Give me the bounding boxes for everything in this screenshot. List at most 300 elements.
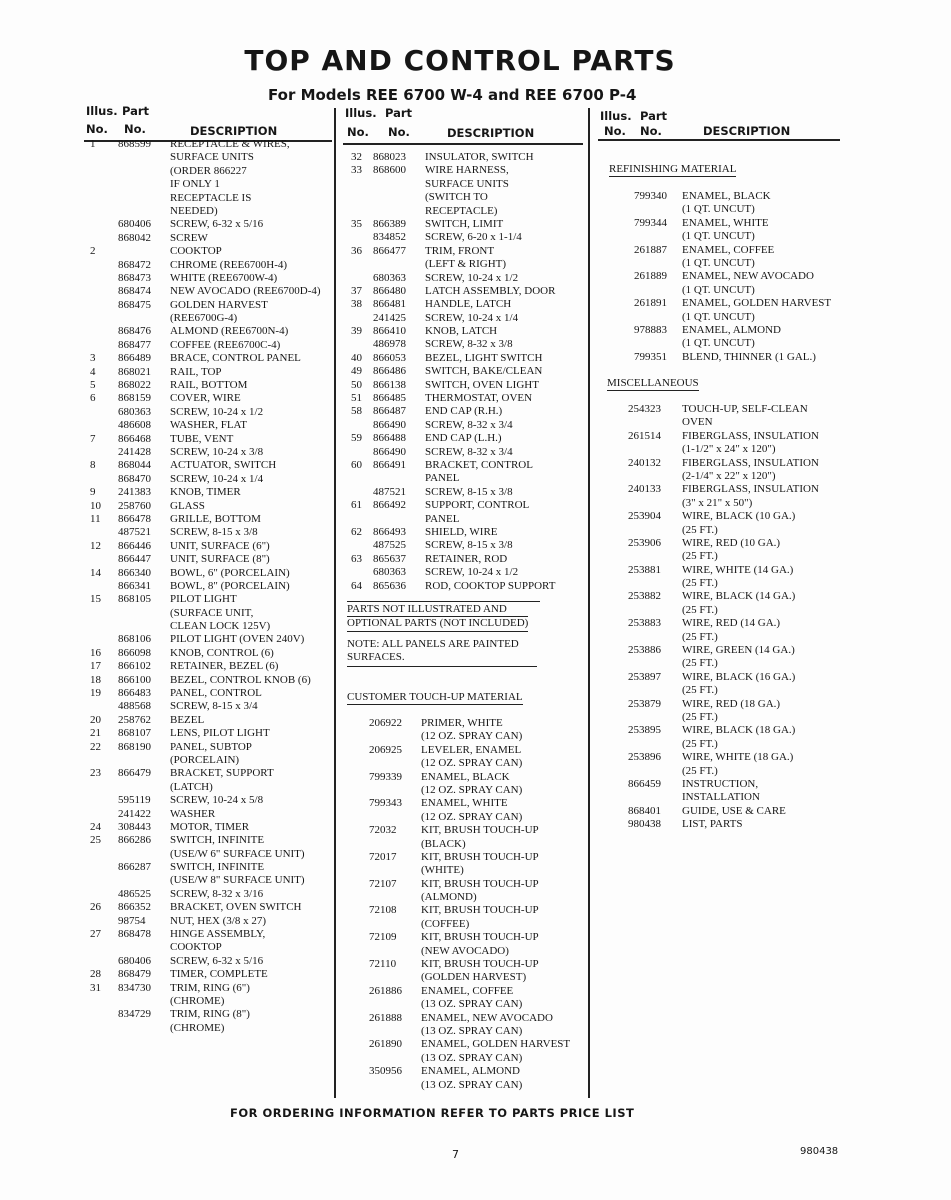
- refinishing-heading: REFINISHING MATERIAL: [609, 163, 736, 177]
- parts-row: [343, 245, 588, 258]
- parts-row: [84, 633, 334, 646]
- parts-row: [598, 403, 848, 416]
- parts-row: [84, 205, 334, 218]
- part-description: SWITCH, LIMIT: [425, 217, 504, 230]
- part-number: 866410: [373, 325, 406, 338]
- part-number: 799339: [369, 770, 402, 783]
- parts-row: [84, 446, 334, 459]
- part-description: ENAMEL, WHITE: [682, 216, 769, 229]
- part-description: BEZEL, LIGHT SWITCH: [425, 351, 543, 364]
- part-description: KIT, BRUSH TOUCH-UP: [421, 877, 539, 890]
- part-number: 253881: [628, 563, 661, 576]
- part-description: (USE/W 8" SURFACE UNIT): [170, 874, 305, 887]
- part-number: 868044: [118, 459, 151, 472]
- part-number: 866483: [118, 687, 151, 700]
- parts-row: [84, 727, 334, 740]
- part-description: FIBERGLASS, INSULATION: [682, 483, 819, 496]
- part-number: 799351: [634, 350, 667, 363]
- part-number: 868478: [118, 928, 151, 941]
- parts-row: [343, 904, 588, 917]
- illus-number: 25: [90, 834, 101, 847]
- section-rule: [347, 601, 540, 602]
- part-description: SWITCH, OVEN LIGHT: [425, 378, 539, 391]
- part-description: LATCH ASSEMBLY, DOOR: [425, 284, 556, 297]
- illus-number: 64: [351, 579, 362, 592]
- part-description: GRILLE, BOTTOM: [170, 512, 261, 525]
- part-number: 866138: [373, 378, 406, 391]
- part-number: 866446: [118, 539, 151, 552]
- part-description: FIBERGLASS, INSULATION: [682, 456, 819, 469]
- part-number: 866488: [373, 432, 406, 445]
- part-number: 866352: [118, 901, 151, 914]
- parts-row: [343, 891, 588, 904]
- parts-column-2: [343, 151, 588, 593]
- parts-row: [598, 631, 848, 644]
- not-illustrated-line: PARTS NOT ILLUSTRATED AND: [347, 603, 528, 617]
- touchup-heading: CUSTOMER TOUCH-UP MATERIAL: [347, 691, 523, 705]
- part-description: RAIL, TOP: [170, 365, 222, 378]
- part-description: SCREW, 6-20 x 1-1/4: [425, 231, 522, 244]
- parts-row: [343, 824, 588, 837]
- part-description: TRIM, FRONT: [425, 244, 495, 257]
- part-description: ENAMEL, BLACK: [682, 190, 771, 202]
- part-number: 868474: [118, 285, 151, 298]
- part-description: (25 FT.): [682, 710, 718, 723]
- parts-row: [343, 797, 588, 810]
- part-number: 866341: [118, 579, 151, 592]
- part-description: (BLACK): [421, 837, 466, 850]
- parts-row: [343, 392, 588, 405]
- part-description: COVER, WIRE: [170, 392, 241, 405]
- parts-row: [84, 540, 334, 553]
- parts-row: [598, 698, 848, 711]
- part-number: 866478: [118, 512, 151, 525]
- parts-row: [598, 818, 848, 831]
- parts-row: [84, 1008, 334, 1021]
- part-description: ENAMEL, COFFEE: [682, 243, 775, 256]
- parts-row: [598, 416, 848, 429]
- header-no: No.: [124, 122, 146, 136]
- illus-number: 17: [90, 660, 101, 673]
- header-description: DESCRIPTION: [703, 124, 791, 138]
- part-description: RETAINER, ROD: [425, 552, 508, 565]
- part-number: 261514: [628, 429, 661, 442]
- part-description: PANEL, SUBTOP: [170, 740, 252, 753]
- parts-row: [343, 499, 588, 512]
- part-number: 866480: [373, 284, 406, 297]
- part-number: 868401: [628, 804, 661, 817]
- part-number: 866100: [118, 673, 151, 686]
- part-description: SCREW, 8-15 x 3/8: [170, 526, 258, 539]
- part-number: 72107: [369, 877, 397, 890]
- part-number: 868022: [118, 379, 151, 392]
- part-number: 868023: [373, 151, 406, 163]
- part-number: 866286: [118, 834, 151, 847]
- header-illus: Illus.: [86, 104, 118, 118]
- parts-row: [343, 218, 588, 231]
- parts-row: [598, 751, 848, 764]
- part-number: 866493: [373, 525, 406, 538]
- illus-number: 26: [90, 901, 101, 914]
- illus-number: 59: [351, 432, 362, 445]
- parts-row: [343, 231, 588, 244]
- part-description: (25 FT.): [682, 577, 718, 590]
- parts-row: [343, 205, 588, 218]
- parts-row: [84, 433, 334, 446]
- part-number: 866479: [118, 767, 151, 780]
- parts-row: [343, 566, 588, 579]
- part-number: 486525: [118, 887, 151, 900]
- part-number: 799344: [634, 216, 667, 229]
- part-description: ENAMEL, ALMOND: [421, 1065, 520, 1078]
- parts-row: [84, 674, 334, 687]
- illus-number: 49: [351, 365, 362, 378]
- part-description: SCREW: [170, 231, 208, 244]
- parts-row: [598, 778, 848, 791]
- part-description: (13 OZ. SPRAY CAN): [421, 1078, 523, 1091]
- parts-row: [598, 617, 848, 630]
- part-description: SURFACE UNITS: [425, 177, 509, 190]
- illus-number: 63: [351, 552, 362, 565]
- parts-row: [598, 311, 848, 324]
- header-rule: [598, 139, 840, 141]
- part-description: (ORDER 866227: [170, 164, 247, 177]
- parts-row: [84, 272, 334, 285]
- part-number: 241422: [118, 807, 151, 820]
- part-description: KNOB, LATCH: [425, 325, 498, 338]
- part-number: 261886: [369, 984, 402, 997]
- part-description: ENAMEL, NEW AVOCADO: [682, 270, 814, 283]
- part-number: 866486: [373, 365, 406, 378]
- part-description: TOUCH-UP, SELF-CLEAN: [682, 403, 808, 415]
- part-description: END CAP (R.H.): [425, 405, 503, 418]
- parts-row: [84, 620, 334, 633]
- part-description: (13 OZ. SPRAY CAN): [421, 998, 523, 1011]
- illus-number: 32: [351, 151, 362, 163]
- part-description: MOTOR, TIMER: [170, 820, 250, 833]
- illus-number: 37: [351, 284, 362, 297]
- illus-number: 23: [90, 767, 101, 780]
- part-description: KIT, BRUSH TOUCH-UP: [421, 958, 539, 971]
- part-number: 261888: [369, 1011, 402, 1024]
- parts-row: [84, 901, 334, 914]
- part-description: SCREW, 10-24 x 1/4: [425, 311, 519, 324]
- part-description: PANEL: [425, 512, 460, 525]
- parts-row: [84, 607, 334, 620]
- part-description: (1 QT. UNCUT): [682, 310, 755, 323]
- parts-row: [343, 580, 588, 593]
- part-number: 241425: [373, 311, 406, 324]
- part-description: (1 QT. UNCUT): [682, 203, 755, 216]
- parts-row: [343, 151, 588, 164]
- part-description: CHROME (REE6700H-4): [170, 258, 288, 271]
- part-number: 866491: [373, 458, 406, 471]
- parts-row: [343, 811, 588, 824]
- part-number: 868159: [118, 392, 151, 405]
- illus-number: 22: [90, 740, 101, 753]
- part-description: SWITCH, BAKE/CLEAN: [425, 365, 543, 378]
- part-description: NEEDED): [170, 204, 218, 217]
- part-number: 866340: [118, 566, 151, 579]
- part-number: 866492: [373, 499, 406, 512]
- part-description: (GOLDEN HARVEST): [421, 971, 527, 984]
- part-description: SCREW, 8-32 x 3/4: [425, 418, 513, 431]
- parts-row: [84, 982, 334, 995]
- part-description: (25 FT.): [682, 657, 718, 670]
- part-number: 866490: [373, 445, 406, 458]
- parts-row: [343, 717, 588, 730]
- part-description: (25 FT.): [682, 630, 718, 643]
- header-rule: [343, 143, 583, 145]
- part-description: (1 QT. UNCUT): [682, 256, 755, 269]
- parts-row: [84, 874, 334, 887]
- parts-row: [343, 730, 588, 743]
- part-number: 866098: [118, 646, 151, 659]
- part-description: (1-1/2" x 24" x 120"): [682, 443, 776, 456]
- part-description: TRIM, RING (8"): [170, 1008, 250, 1021]
- parts-row: [84, 1022, 334, 1035]
- illus-number: 8: [90, 459, 96, 472]
- part-number: 72109: [369, 931, 397, 944]
- parts-row: [84, 513, 334, 526]
- illus-number: 40: [351, 351, 362, 364]
- part-description: LIST, PARTS: [682, 818, 743, 831]
- parts-row: [343, 272, 588, 285]
- header-illus: Illus.: [345, 106, 377, 120]
- parts-row: [84, 754, 334, 767]
- part-number: 868105: [118, 593, 151, 606]
- parts-row: [343, 526, 588, 539]
- parts-row: [598, 537, 848, 550]
- part-number: 680406: [118, 218, 151, 231]
- parts-row: [598, 604, 848, 617]
- part-description: ALMOND (REE6700N-4): [170, 325, 289, 338]
- parts-row: [598, 805, 848, 818]
- part-description: OVEN: [682, 416, 713, 429]
- parts-row: [84, 767, 334, 780]
- parts-row: [343, 486, 588, 499]
- parts-row: [343, 459, 588, 472]
- parts-row: [84, 192, 334, 205]
- part-number: 206925: [369, 743, 402, 756]
- part-description: SUPPORT, CONTROL: [425, 499, 530, 512]
- part-description: ACTUATOR, SWITCH: [170, 459, 277, 472]
- misc-list: [598, 403, 848, 832]
- parts-row: [598, 510, 848, 523]
- part-description: (25 FT.): [682, 737, 718, 750]
- part-description: ENAMEL, WHITE: [421, 797, 508, 810]
- part-description: SCREW, 10-24 x 1/4: [170, 472, 264, 485]
- part-description: (12 OZ. SPRAY CAN): [421, 783, 523, 796]
- part-description: SHIELD, WIRE: [425, 525, 498, 538]
- part-description: NEW AVOCADO (REE6700D-4): [170, 285, 321, 298]
- header-no: No.: [347, 125, 369, 139]
- part-description: (13 OZ. SPRAY CAN): [421, 1024, 523, 1037]
- part-description: WIRE, BLACK (18 GA.): [682, 724, 796, 737]
- part-number: 486608: [118, 419, 151, 432]
- part-description: (ALMOND): [421, 891, 477, 904]
- part-number: 487525: [373, 539, 406, 552]
- part-description: WIRE, RED (18 GA.): [682, 697, 781, 710]
- part-description: PILOT LIGHT (OVEN 240V): [170, 633, 305, 646]
- part-description: (1 QT. UNCUT): [682, 337, 755, 350]
- part-description: GUIDE, USE & CARE: [682, 804, 786, 817]
- parts-row: [598, 443, 848, 456]
- part-description: PANEL, CONTROL: [170, 687, 262, 700]
- parts-row: [598, 337, 848, 350]
- illus-number: 6: [90, 392, 96, 405]
- header-part: Part: [122, 104, 150, 118]
- part-number: 486978: [373, 338, 406, 351]
- parts-row: [343, 784, 588, 797]
- part-description: BRACKET, CONTROL: [425, 458, 533, 471]
- header-no: No.: [604, 124, 626, 138]
- part-description: (PORCELAIN): [170, 753, 240, 766]
- parts-row: [84, 647, 334, 660]
- part-number: 487521: [373, 485, 406, 498]
- part-description: ENAMEL, GOLDEN HARVEST: [421, 1038, 571, 1051]
- illus-number: 16: [90, 646, 101, 659]
- part-description: (SURFACE UNIT,: [170, 606, 254, 619]
- parts-row: [343, 958, 588, 971]
- part-number: 868042: [118, 231, 151, 244]
- part-number: 253895: [628, 724, 661, 737]
- part-description: IF ONLY 1: [170, 178, 220, 191]
- part-number: 834729: [118, 1008, 151, 1021]
- part-number: 241383: [118, 486, 151, 499]
- part-description: UNIT, SURFACE (6"): [170, 539, 270, 552]
- page-subtitle: For Models REE 6700 W-4 and REE 6700 P-4: [268, 86, 637, 104]
- part-description: (NEW AVOCADO): [421, 944, 509, 957]
- parts-row: [343, 945, 588, 958]
- part-description: TIMER, COMPLETE: [170, 968, 268, 981]
- parts-row: [343, 352, 588, 365]
- illus-number: 50: [351, 378, 362, 391]
- parts-row: [343, 338, 588, 351]
- header-illus: Illus.: [600, 109, 632, 123]
- parts-row: [84, 861, 334, 874]
- part-description: UNIT, SURFACE (8"): [170, 553, 270, 566]
- parts-row: [343, 365, 588, 378]
- document-number: 980438: [800, 1146, 839, 1157]
- parts-row: [84, 245, 334, 258]
- part-description: GOLDEN HARVEST: [170, 298, 268, 311]
- parts-row: [598, 457, 848, 470]
- parts-row: [343, 446, 588, 459]
- part-number: 350956: [369, 1065, 402, 1078]
- part-number: 866468: [118, 432, 151, 445]
- parts-row: [598, 590, 848, 603]
- part-number: 866102: [118, 660, 151, 673]
- part-number: 799340: [634, 190, 667, 202]
- part-description: PANEL: [425, 472, 460, 485]
- parts-row: [343, 191, 588, 204]
- parts-row: [84, 151, 334, 164]
- parts-row: [84, 700, 334, 713]
- parts-row: [598, 577, 848, 590]
- parts-row: [343, 553, 588, 566]
- part-description: (1 QT. UNCUT): [682, 230, 755, 243]
- parts-row: [84, 218, 334, 231]
- part-description: ENAMEL, ALMOND: [682, 323, 781, 336]
- part-number: 98754: [118, 914, 146, 927]
- part-number: 680363: [373, 566, 406, 579]
- part-number: 866490: [373, 418, 406, 431]
- part-number: 240132: [628, 456, 661, 469]
- note-line: SURFACES.: [347, 651, 405, 664]
- part-description: WASHER, FLAT: [170, 419, 248, 432]
- not-illustrated-heading: [347, 603, 528, 632]
- touchup-list: [343, 717, 588, 1092]
- part-description: WIRE, BLACK (14 GA.): [682, 590, 796, 603]
- parts-row: [343, 771, 588, 784]
- parts-row: [84, 473, 334, 486]
- parts-row: [343, 432, 588, 445]
- parts-row: [598, 270, 848, 283]
- part-description: BRACKET, SUPPORT: [170, 767, 274, 780]
- part-description: ENAMEL, COFFEE: [421, 984, 514, 997]
- part-description: HINGE ASSEMBLY,: [170, 928, 266, 941]
- parts-row: [84, 339, 334, 352]
- parts-row: [343, 1079, 588, 1092]
- part-number: 595119: [118, 794, 151, 807]
- part-description: SCREW, 8-32 x 3/16: [170, 887, 264, 900]
- parts-row: [343, 178, 588, 191]
- part-number: 866287: [118, 861, 151, 874]
- illus-number: 61: [351, 499, 362, 512]
- illus-number: 7: [90, 432, 96, 445]
- part-description: TUBE, VENT: [170, 432, 234, 445]
- parts-row: [598, 657, 848, 670]
- parts-row: [84, 567, 334, 580]
- parts-row: [343, 838, 588, 851]
- parts-row: [343, 285, 588, 298]
- part-number: 308443: [118, 820, 151, 833]
- parts-row: [598, 524, 848, 537]
- part-description: SURFACE UNITS: [170, 151, 254, 164]
- parts-row: [598, 711, 848, 724]
- parts-row: [598, 244, 848, 257]
- part-description: (CHROME): [170, 1021, 225, 1034]
- part-description: (12 OZ. SPRAY CAN): [421, 730, 523, 743]
- part-number: 680363: [118, 405, 151, 418]
- parts-row: [84, 580, 334, 593]
- part-description: HANDLE, LATCH: [425, 298, 512, 311]
- parts-row: [84, 741, 334, 754]
- part-description: INSTRUCTION,: [682, 777, 759, 790]
- part-number: 72032: [369, 824, 397, 837]
- parts-row: [84, 995, 334, 1008]
- part-description: SCREW, 6-32 x 5/16: [170, 218, 264, 231]
- parts-row: [84, 794, 334, 807]
- parts-row: [343, 539, 588, 552]
- illus-number: 12: [90, 539, 101, 552]
- parts-row: [84, 366, 334, 379]
- illus-number: 2: [90, 245, 96, 258]
- part-number: 253886: [628, 644, 661, 657]
- part-description: RECEPTACLE): [425, 204, 498, 217]
- part-description: (25 FT.): [682, 764, 718, 777]
- part-description: WIRE, BLACK (10 GA.): [682, 510, 796, 523]
- part-description: KIT, BRUSH TOUCH-UP: [421, 850, 539, 863]
- note-line: NOTE: ALL PANELS ARE PAINTED: [347, 638, 519, 650]
- parts-row: [343, 998, 588, 1011]
- parts-row: [598, 257, 848, 270]
- parts-row: [598, 791, 848, 804]
- parts-row: [84, 526, 334, 539]
- parts-row: [84, 379, 334, 392]
- illus-number: 38: [351, 298, 362, 311]
